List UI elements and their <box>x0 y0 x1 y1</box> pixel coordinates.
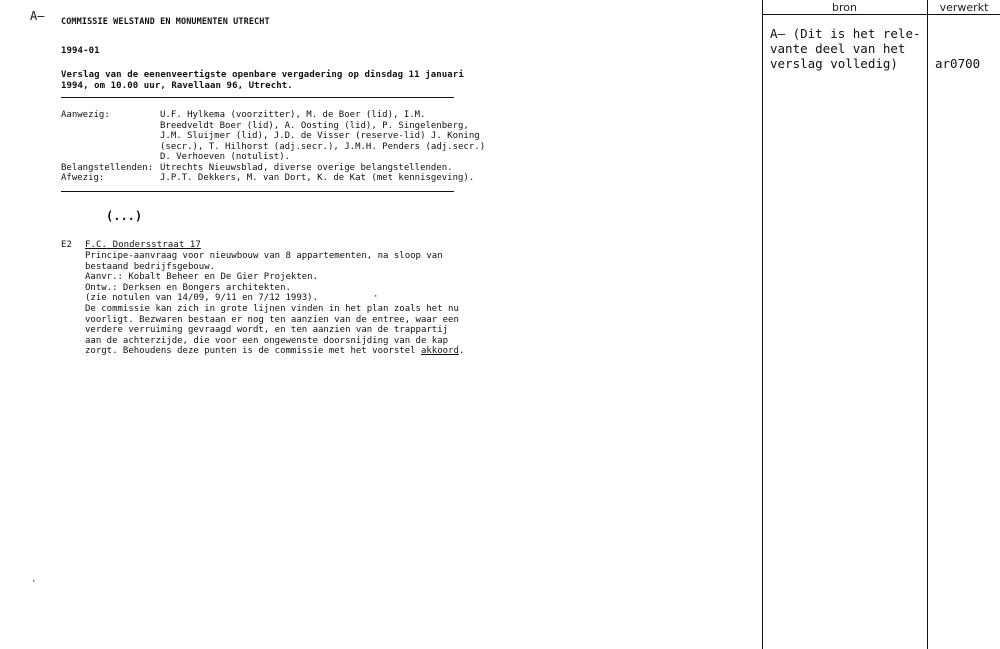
present-line: D. Verhoeven (notulist). <box>160 152 291 163</box>
present-line: J.M. Sluijmer (lid), J.D. de Visser (reserve-lid) J. Koning <box>160 131 480 142</box>
margin-marker: A– <box>30 9 45 23</box>
source-note-line: A– (Dit is het rele- <box>770 26 921 41</box>
verdict-word: akkoord <box>420 346 459 357</box>
processed-code: ar0700 <box>935 56 981 71</box>
item-body-line: Principe-aanvraag voor nieuwbouw van 8 appartementen, na sloop van <box>85 251 443 261</box>
omission-ellipsis: (...) <box>106 209 143 223</box>
grid-column-divider <box>927 0 928 649</box>
item-body-line: Ontw.: Derksen en Bongers architekten. <box>85 282 291 293</box>
absent-label: Afwezig: <box>61 173 105 183</box>
stakeholders-label: Belangstellenden: <box>61 163 154 173</box>
meeting-number: 1994-01 <box>61 46 100 56</box>
stakeholders-text: Utrechts Nieuwsblad, diverse overige belangstellenden. <box>160 163 453 173</box>
present-line: (secr.), T. Hilhorst (adj.secr.), J.M.H. Penders (adj.secr.) <box>160 141 486 152</box>
item-title: F.C. Dondersstraat 17 <box>85 240 201 250</box>
source-note-line: vante deel van het <box>770 41 906 56</box>
processed-column-header: verwerkt <box>939 1 989 14</box>
report-title-line-2: 1994, om 10.00 uur, Ravellaan 96, Utrecht. <box>61 81 293 91</box>
source-note <box>770 26 921 71</box>
item-body-line: aan de achterzijde, die voor een ongewenste doorsnijding van de kap <box>85 335 449 346</box>
present-line: Breedveldt Boer (lid), A. Oosting (lid), P. Singelenberg, <box>160 120 469 131</box>
item-conclusion-line <box>85 346 464 357</box>
stray-dot: · <box>31 577 37 587</box>
item-body <box>85 251 464 357</box>
source-column-header: bron <box>832 1 857 14</box>
archive-grid <box>762 0 1000 649</box>
absent-text: J.P.T. Dekkers, M. van Dort, K. de Kat (met kennisgeving). <box>160 173 475 183</box>
item-body-line: voorligt. Bezwaren bestaan er nog ten aanzien van de entree, waar een <box>85 314 459 325</box>
title-divider <box>61 97 454 98</box>
item-code: E2 <box>61 240 73 250</box>
item-body-line: verdere verruiming gevraagd wordt, en ten aanzien van de trappartij <box>85 325 449 336</box>
item-body-line: De commissie kan zich in grote lijnen vinden in het plan zoals het nu <box>85 303 459 314</box>
present-label: Aanwezig: <box>61 110 110 120</box>
present-line: U.F. Hylkema (voorzitter), M. de Boer (lid), I.M. <box>160 110 426 120</box>
present-list <box>160 110 485 163</box>
conclusion-text: zorgt. Behoudens deze punten is de commissie met het voorstel <box>85 346 421 357</box>
item-body-line: Aanvr.: Kobalt Beheer en De Gier Projekten. <box>85 272 318 283</box>
grid-left-border <box>762 0 763 649</box>
item-body-line: (zie notulen van 14/09, 9/11 en 7/12 1993). <box>85 293 318 304</box>
attendance-divider <box>61 191 454 192</box>
conclusion-period: . <box>458 346 465 357</box>
grid-header-rule <box>762 14 1000 15</box>
report-title-line-1: Verslag van de eenenveertigste openbare vergadering op dinsdag 11 januari <box>61 70 464 80</box>
source-note-line: verslag volledig) <box>770 56 898 71</box>
org-heading: COMMISSIE WELSTAND EN MONUMENTEN UTRECHT <box>61 17 270 27</box>
item-body-line: bestaand bedrijfsgebouw. <box>85 261 216 272</box>
stray-dot: · <box>373 292 379 302</box>
